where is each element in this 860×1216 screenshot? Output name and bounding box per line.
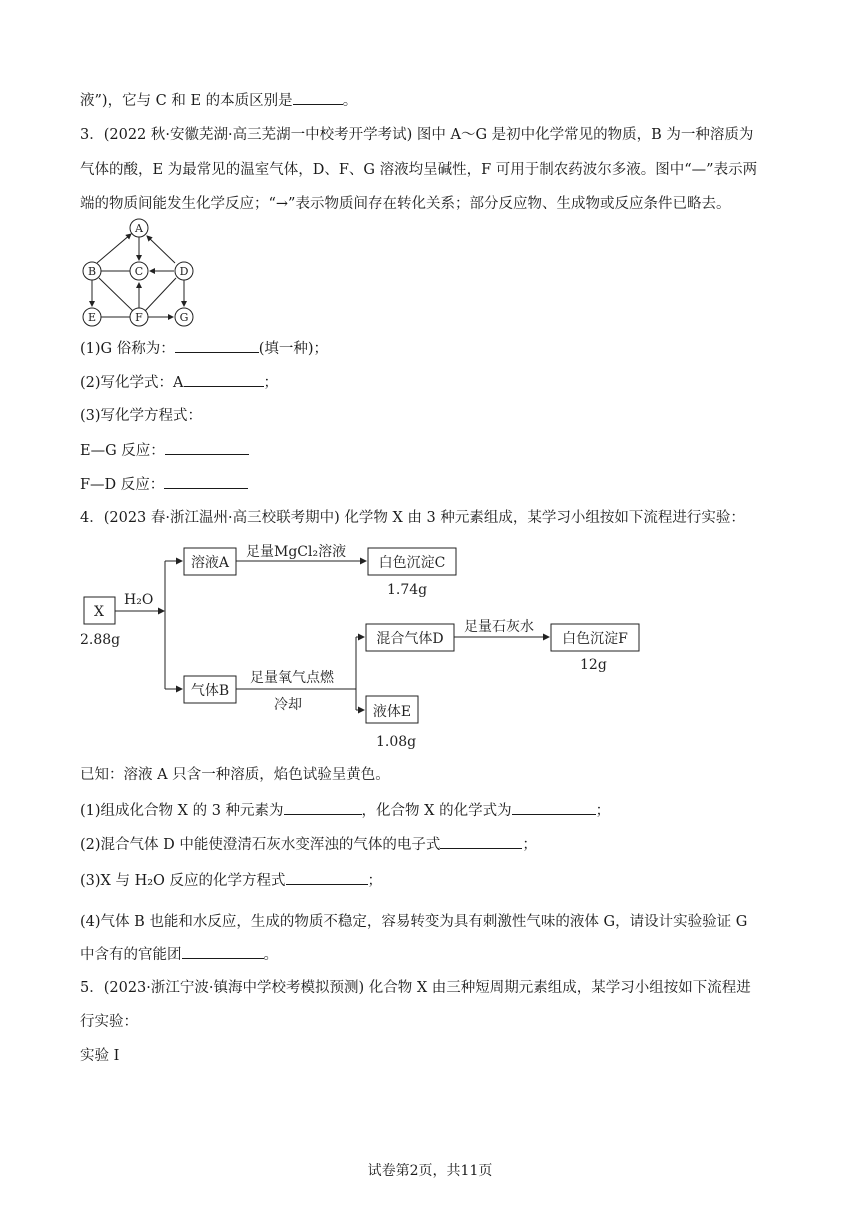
question-5-stem: 5．(2023·浙江宁波·镇海中学校考模拟预测) 化合物 X 由三种短周期元素组成，某学习小组按如下流程进 [80, 980, 751, 996]
answer-blank[interactable] [175, 338, 259, 353]
mass-c: 1.74g [387, 582, 428, 598]
text: (2)混合气体 D 中能使澄清石灰水变浑浊的气体的电子式 [80, 837, 441, 853]
box-precipitate-c: 白色沉淀C [378, 555, 446, 571]
box-solution-a: 溶液A [190, 555, 230, 571]
question-4-known: 已知：溶液 A 只含一种溶质，焰色试验呈黄色。 [80, 767, 390, 783]
question-4-part-2 [80, 834, 537, 855]
question-4-part-3 [80, 870, 382, 891]
text: ； [367, 873, 383, 889]
mass-x: 2.88g [80, 632, 121, 648]
box-precipitate-f: 白色沉淀F [562, 631, 628, 647]
question-4-part-4 [80, 944, 278, 965]
answer-blank[interactable] [284, 800, 362, 815]
label-mgcl2: 足量MgCl₂溶液 [246, 544, 347, 560]
answer-blank[interactable] [182, 944, 264, 959]
answer-blank[interactable] [165, 440, 249, 455]
node-e: E [87, 311, 97, 324]
text: (1)G 俗称为： [80, 341, 175, 357]
text: E—G 反应： [80, 443, 165, 459]
label-oxygen: 足量氧气点燃 [250, 670, 334, 686]
question-3-part-3: (3)写化学方程式： [80, 408, 203, 424]
question-3-part-1 [80, 338, 328, 359]
node-b: B [87, 265, 97, 278]
question-5-stem: 行实验： [80, 1014, 138, 1030]
text: 。 [342, 93, 358, 109]
answer-blank[interactable] [293, 90, 343, 105]
text: ； [522, 837, 537, 853]
mass-e: 1.08g [376, 734, 417, 750]
question-3-stem: 3．(2022 秋·安徽芜湖·高三芜湖一中校考开学考试) 图中 A～G 是初中化学常见的物质，B 为一种溶质为 [80, 127, 754, 143]
answer-blank[interactable] [184, 372, 264, 387]
text: 。 [263, 947, 278, 963]
question-4-part-1 [80, 800, 610, 821]
box-gas-b: 气体B [190, 683, 230, 699]
text: (1)组成化合物 X 的 3 种元素为 [80, 803, 284, 819]
text: ，化合物 X 的化学式为 [361, 803, 512, 819]
node-a: A [135, 222, 143, 235]
text: (填一种)； [258, 341, 329, 357]
question-4-part-4: (4)气体 B 也能和水反应，生成的物质不稳定，容易转变为具有刺激性气味的液体 G，请设计实验验证 G [80, 914, 748, 930]
page-footer: 试卷第2页，共11页 [367, 1163, 493, 1179]
answer-blank[interactable] [512, 800, 596, 815]
text: ； [263, 375, 279, 391]
mass-f: 12g [580, 657, 607, 673]
question-3-stem: 气体的酸，E 为最常见的温室气体，D、F、G 溶液均呈碱性，F 可用于制农药波尔多液。图中“—”表示两 [80, 162, 758, 178]
text: (3)X 与 H₂O 反应的化学方程式 [80, 873, 286, 889]
box-gas-d: 混合气体D [376, 631, 444, 647]
reaction-network-diagram [78, 216, 198, 332]
label-cool: 冷却 [274, 697, 302, 713]
experiment-flow-diagram [78, 536, 648, 756]
box-x: X [94, 604, 104, 620]
node-f: F [135, 311, 143, 324]
label-h2o: H₂O [124, 592, 154, 608]
question-3-stem: 端的物质间能发生化学反应；“→”表示物质间存在转化关系；部分反应物、生成物或反应条件已略去。 [80, 196, 731, 212]
text: 中含有的官能团 [80, 947, 182, 963]
question-3-eq-eg [80, 440, 249, 461]
text: F—D 反应： [80, 477, 165, 493]
question-3-part-2 [80, 372, 278, 393]
experiment-label: 实验 I [80, 1048, 120, 1064]
question-3-eq-fd [80, 474, 248, 495]
text: 液”)，它与 C 和 E 的本质区别是 [80, 93, 293, 109]
question-4-stem: 4．(2023 春·浙江温州·高三校联考期中) 化学物 X 由 3 种元素组成，某学习小组按如下流程进行实验： [80, 510, 745, 526]
answer-blank[interactable] [286, 870, 368, 885]
answer-blank[interactable] [440, 834, 522, 849]
box-liquid-e: 液体E [372, 704, 412, 720]
answer-blank[interactable] [164, 474, 248, 489]
node-d: D [179, 265, 189, 278]
text: ； [595, 803, 611, 819]
text-line [80, 90, 357, 111]
node-g: G [179, 311, 189, 324]
text: (2)写化学式：A [80, 375, 184, 391]
label-limewater: 足量石灰水 [464, 619, 534, 635]
node-c: C [134, 265, 144, 278]
